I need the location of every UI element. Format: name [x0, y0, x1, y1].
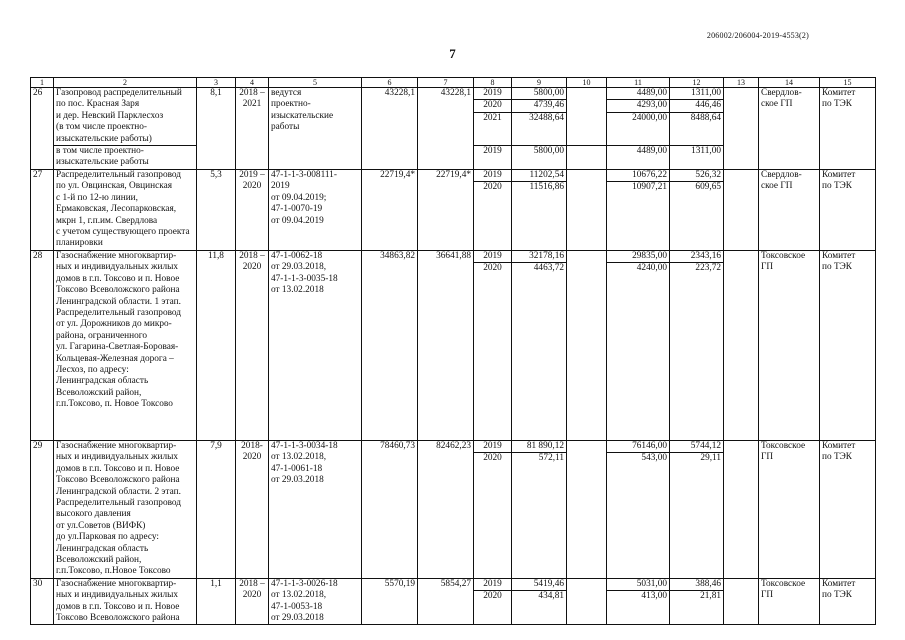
- local-funding: [670, 170, 724, 251]
- regional-funding-value: 4240,00: [636, 263, 667, 274]
- year-list: [474, 88, 511, 124]
- total-cost: 43228,1: [418, 88, 474, 170]
- municipality: Токсовское ГП: [759, 440, 820, 578]
- total-cost: 22719,4*: [418, 170, 474, 251]
- regional-funding: [607, 88, 670, 146]
- total-funding-list: [512, 251, 566, 275]
- other-funding: [724, 88, 759, 170]
- table-row: [31, 170, 876, 251]
- local-funding-value: 1311,00: [691, 146, 721, 157]
- regional-funding-value: 76146,00: [607, 441, 669, 453]
- local-funding: [670, 440, 724, 578]
- column-number: 3: [197, 78, 236, 88]
- column-number: 4: [236, 78, 269, 88]
- column-number: 10: [567, 78, 607, 88]
- permit-info: 47-1-1-3-0026-18 от 13.02.2018, 47-1-0053-18 от 29.03.2018: [269, 578, 362, 625]
- year-list: [474, 441, 511, 465]
- year-value: 2020: [483, 453, 502, 464]
- regional-funding-value: 10907,21: [632, 182, 667, 193]
- total-funding: [512, 578, 567, 625]
- column-number: 2: [54, 78, 197, 88]
- regional-funding-list: [607, 88, 669, 124]
- municipality: Токсовское ГП: [759, 250, 820, 440]
- table-row: [31, 88, 876, 146]
- regional-funding-value: 5031,00: [607, 579, 669, 591]
- length-km: 11,8: [197, 250, 236, 440]
- executor: Комитет по ТЭК: [820, 170, 876, 251]
- permit-info: ведутся проектно- изыскательские работы: [269, 88, 362, 170]
- regional-funding-value: 4293,00: [607, 100, 669, 112]
- year-list: [474, 579, 511, 603]
- column-number: 8: [474, 78, 512, 88]
- total-cost: 82462,23: [418, 440, 474, 578]
- local-funding-value: 609,65: [695, 182, 721, 193]
- estimated-cost: 43228,1: [362, 88, 418, 170]
- federal-funding: [567, 146, 607, 170]
- column-number: 1: [31, 78, 54, 88]
- year: [474, 578, 512, 625]
- permit-info: 47-1-0062-18 от 29.03.2018, 47-1-1-3-0035-18 от 13.02.2018: [269, 250, 362, 440]
- regional-funding: [607, 146, 670, 170]
- local-funding: [670, 578, 724, 625]
- local-funding-value: 388,46: [670, 579, 723, 591]
- column-numbers-row: [31, 78, 876, 88]
- regional-funding-list: [607, 146, 669, 157]
- period: 2019 – 2020: [236, 170, 269, 251]
- row-number: 30: [31, 578, 54, 625]
- federal-funding: [567, 170, 607, 251]
- column-number: 7: [418, 78, 474, 88]
- column-number: 14: [759, 78, 820, 88]
- length-km: 8,1: [197, 88, 236, 170]
- year-value: 2019: [483, 146, 502, 157]
- regional-funding-value: 543,00: [641, 453, 667, 464]
- local-funding-list: [670, 146, 723, 157]
- row-number: 29: [31, 440, 54, 578]
- row-number: 27: [31, 170, 54, 251]
- estimated-cost: 34863,82: [362, 250, 418, 440]
- table-row: [31, 440, 876, 578]
- object-name-sub: в том числе проектно- изыскательские работы: [54, 146, 197, 170]
- regional-funding: [607, 170, 670, 251]
- estimated-cost: 22719,4*: [362, 170, 418, 251]
- other-funding: [724, 578, 759, 625]
- federal-funding: [567, 440, 607, 578]
- year: [474, 146, 512, 170]
- total-funding-value: 5419,46: [512, 579, 566, 591]
- length-km: 5,3: [197, 170, 236, 251]
- column-number: 6: [362, 78, 418, 88]
- executor: Комитет по ТЭК: [820, 88, 876, 170]
- total-funding-value: 81 890,12: [512, 441, 566, 453]
- local-funding-value: 223,72: [695, 263, 721, 274]
- total-funding-list: [512, 146, 566, 157]
- object-name: Газоснабжение многоквартир- ных и индивидуальных жилых домов в г.п. Токсово и п. Новое Токсово Всеволожского района: [54, 578, 197, 625]
- local-funding: [670, 146, 724, 170]
- total-funding: [512, 170, 567, 251]
- document-id: 206002/206004-2019-4553(2): [706, 31, 809, 40]
- regional-funding: [607, 578, 670, 625]
- year-value: 2021: [483, 112, 502, 123]
- object-name: Распределительный газопровод по ул. Овцинская, Овцинская с 1-й по 12-ю линии, Ермаковская, Лесопарковская, мкрн 1, г.п.им. Свердлова с учетом существующего проекта планировки: [54, 170, 197, 251]
- total-funding-value: 4739,46: [512, 100, 566, 112]
- table-row: [31, 578, 876, 625]
- year-value: 2019: [474, 251, 511, 263]
- local-funding-value: 1311,00: [670, 88, 723, 100]
- object-name: Газоснабжение многоквартир- ных и индивидуальных жилых домов в г.п. Токсово и п. Новое Токсово Всеволожского района Ленинградской области. 1 этап. Распределительный газопровод от ул. Дорожников до микро- района, ограниченного ул. Гагарина-Светлая-Боровая- Кольцевая-Железная дорога – Лесхоз, по адресу: Ленинградская область Всеволожский район, г.п.Токсово, п. Новое Токсово: [54, 250, 197, 440]
- total-funding-value: 4463,72: [533, 263, 564, 274]
- year: [474, 88, 512, 146]
- municipality: Свердлов- ское ГП: [759, 170, 820, 251]
- local-funding-value: 526,32: [670, 170, 723, 182]
- regional-funding-list: [607, 251, 669, 275]
- object-name: Газоснабжение многоквартир- ных и индивидуальных жилых домов в г.п. Токсово и п. Новое Токсово Всеволожского района Ленинградской области. 2 этап. Распределительный газопровод высокого давления от ул.Советов (ВИФК) до ул.Парковая по адресу: Ленинградская область Всеволожский район, г.п.Токсово, п.Новое Токсово: [54, 440, 197, 578]
- local-funding-list: [670, 170, 723, 194]
- total-funding-list: [512, 170, 566, 194]
- local-funding-value: 8488,64: [690, 112, 721, 123]
- executor: Комитет по ТЭК: [820, 440, 876, 578]
- year-value: 2019: [474, 579, 511, 591]
- total-funding-value: 5800,00: [533, 146, 564, 157]
- regional-funding: [607, 250, 670, 440]
- period: 2018- 2020: [236, 440, 269, 578]
- local-funding-list: [670, 579, 723, 603]
- length-km: 1,1: [197, 578, 236, 625]
- total-funding: [512, 440, 567, 578]
- total-funding-list: [512, 441, 566, 465]
- year-list: [474, 146, 511, 157]
- year: [474, 170, 512, 251]
- column-number: 12: [670, 78, 724, 88]
- regional-funding: [607, 440, 670, 578]
- column-number: 11: [607, 78, 670, 88]
- total-funding: [512, 146, 567, 170]
- year-value: 2019: [474, 88, 511, 100]
- total-funding-value: 32178,16: [512, 251, 566, 263]
- year-value: 2020: [483, 591, 502, 602]
- other-funding: [724, 250, 759, 440]
- permit-info: 47-1-1-3-008111- 2019 от 09.04.2019; 47-1-0070-19 от 09.04.2019: [269, 170, 362, 251]
- regional-funding-list: [607, 579, 669, 603]
- executor: Комитет по ТЭК: [820, 578, 876, 625]
- local-funding-list: [670, 251, 723, 275]
- total-funding-list: [512, 579, 566, 603]
- year-list: [474, 170, 511, 194]
- total-funding-value: 11516,86: [529, 182, 564, 193]
- executor: Комитет по ТЭК: [820, 250, 876, 440]
- local-funding-value: 29,11: [700, 453, 721, 464]
- regional-funding-value: 413,00: [641, 591, 667, 602]
- year-value: 2020: [483, 263, 502, 274]
- column-number: 5: [269, 78, 362, 88]
- total-funding-value: 11202,54: [512, 170, 566, 182]
- total-funding: [512, 88, 567, 146]
- row-number: 26: [31, 88, 54, 170]
- local-funding-value: 21,81: [700, 591, 721, 602]
- total-funding-value: 32488,64: [529, 112, 564, 123]
- estimated-cost: 5570,19: [362, 578, 418, 625]
- regional-funding-value: 10676,22: [607, 170, 669, 182]
- year-value: 2019: [474, 170, 511, 182]
- period: 2018 – 2021: [236, 88, 269, 170]
- total-cost: 36641,88: [418, 250, 474, 440]
- regional-funding-value: 29835,00: [607, 251, 669, 263]
- year-list: [474, 251, 511, 275]
- total-funding-value: 5800,00: [512, 88, 566, 100]
- length-km: 7,9: [197, 440, 236, 578]
- other-funding: [724, 440, 759, 578]
- period: 2018 – 2020: [236, 578, 269, 625]
- estimated-cost: 78460,73: [362, 440, 418, 578]
- program-table: [30, 77, 876, 625]
- regional-funding-list: [607, 441, 669, 465]
- total-funding: [512, 250, 567, 440]
- local-funding-value: 446,46: [670, 100, 723, 112]
- municipality: Свердлов- ское ГП: [759, 88, 820, 170]
- local-funding-list: [670, 88, 723, 124]
- column-number: 13: [724, 78, 759, 88]
- year-value: 2020: [483, 182, 502, 193]
- regional-funding-value: 4489,00: [607, 88, 669, 100]
- local-funding: [670, 88, 724, 146]
- federal-funding: [567, 88, 607, 146]
- year-value: 2020: [474, 100, 511, 112]
- period: 2018 – 2020: [236, 250, 269, 440]
- federal-funding: [567, 578, 607, 625]
- permit-info: 47-1-1-3-0034-18 от 13.02.2018, 47-1-0061-18 от 29.03.2018: [269, 440, 362, 578]
- regional-funding-value: 24000,00: [632, 112, 667, 123]
- row-number: 28: [31, 250, 54, 440]
- federal-funding: [567, 250, 607, 440]
- total-cost: 5854,27: [418, 578, 474, 625]
- year: [474, 440, 512, 578]
- total-funding-list: [512, 88, 566, 124]
- local-funding-value: 5744,12: [670, 441, 723, 453]
- municipality: Токсовское ГП: [759, 578, 820, 625]
- other-funding: [724, 170, 759, 251]
- regional-funding-list: [607, 170, 669, 194]
- local-funding: [670, 250, 724, 440]
- object-name: Газопровод распределительный по пос. Красная Заря и дер. Невский Парклесхоз (в том числе проектно- изыскательские работы): [54, 88, 197, 146]
- total-funding-value: 434,81: [538, 591, 564, 602]
- column-number: 9: [512, 78, 567, 88]
- year-value: 2019: [474, 441, 511, 453]
- regional-funding-value: 4489,00: [636, 146, 667, 157]
- local-funding-list: [670, 441, 723, 465]
- year: [474, 250, 512, 440]
- column-number: 15: [820, 78, 876, 88]
- page-number: 7: [449, 46, 456, 61]
- local-funding-value: 2343,16: [670, 251, 723, 263]
- table-row: [31, 250, 876, 440]
- total-funding-value: 572,11: [538, 453, 564, 464]
